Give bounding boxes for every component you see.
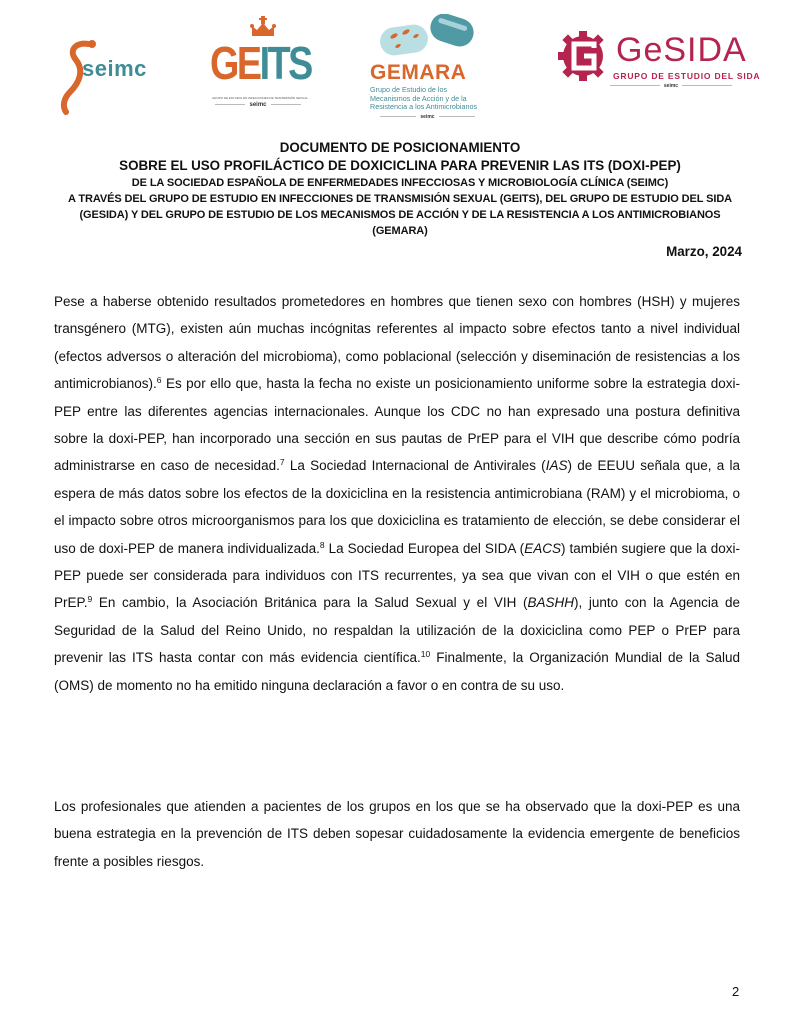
gemara-subtitle-line: Mecanismos de Acción y de la	[370, 93, 467, 103]
document-title	[40, 139, 760, 239]
text-run: La Sociedad Internacional de Antivirales (	[284, 458, 546, 474]
text-run: En cambio, la Asociación Británica para la Salud Sexual y el VIH (	[92, 595, 528, 611]
seimc-logo-text: seimc	[82, 56, 147, 81]
gemara-subtitle-line: Grupo de Estudio de los	[370, 85, 448, 94]
geits-org: seimc	[206, 102, 310, 108]
gemara-logo	[370, 14, 485, 120]
gemara-org: seimc	[370, 114, 485, 120]
text-run: ), junto con la Agencia de Seguridad de la Salud del Reino Unido, no respaldan la utilización de la doxiciclina como PEP o PrEP para prevenir las ITS hasta contar con más evidencia científica.	[54, 595, 741, 666]
bashh-abbr: BASHH	[527, 595, 574, 611]
gemara-subtitle	[370, 86, 477, 112]
page-number: 2	[732, 984, 740, 999]
text-run: Finalmente, la Organización Mundial de la Salud (OMS) de momento no ha emitido ninguna declaración a favor o en contra de su uso.	[54, 650, 741, 693]
capsule-icon	[378, 14, 478, 60]
reference-10: 10	[420, 649, 431, 660]
title-line-5: (GESIDA) Y DEL GRUPO DE ESTUDIO DE LOS MECANISMOS DE ACCIÓN Y DE LA RESISTENCIA A LOS ANTIMICROBIANOS	[79, 209, 721, 221]
text-run: La Sociedad Europea del SIDA (	[324, 540, 525, 556]
paragraph-1	[54, 288, 740, 699]
gesida-org: seimc	[596, 83, 746, 89]
gesida-subtitle: GRUPO DE ESTUDIO DEL SIDA	[613, 71, 761, 81]
title-line-6: (GEMARA)	[372, 225, 428, 237]
document-date: Marzo, 2024	[666, 244, 742, 259]
crown-icon	[250, 16, 276, 38]
text-run: ) de EEUU señala que, a la espera de más datos sobre los efectos de la doxiciclina en la resistencia antimicrobiana (RAM) y el microbioma, o el impacto sobre otros microorganismos para los que doxiciclina es tratamiento de elección, se debe considerar el uso de doxi-PEP de manera individualizada.	[54, 458, 740, 556]
geits-subtitle: GRUPO DE ESTUDIO EN INFECCIONES DE TRANSMISIÓN SEXUAL	[212, 96, 308, 100]
gemara-subtitle-line: Resistencia a los Antimicrobianos	[370, 102, 478, 112]
reference-8: 8	[319, 539, 325, 550]
text-run: ) también sugiere que la doxi-PEP puede ser considerada para individuos con ITS recurrentes, ya sea que vivan con el VIH o que estén en PrEP.	[54, 540, 740, 611]
title-line-2: SOBRE EL USO PROFILÁCTICO DE DOXICICLINA PARA PREVENIR LAS ITS (DOXI-PEP)	[119, 158, 681, 173]
reference-6: 6	[156, 375, 162, 386]
eacs-abbr: EACS	[524, 540, 561, 556]
gesida-logo	[556, 30, 761, 92]
ias-abbr: IAS	[545, 458, 568, 474]
title-line-3: DE LA SOCIEDAD ESPAÑOLA DE ENFERMEDADES INFECCIOSAS Y MICROBIOLOGÍA CLÍNICA (SEIMC)	[131, 177, 669, 189]
title-line-1: DOCUMENTO DE POSICIONAMIENTO	[279, 140, 521, 155]
text-run: Pese a haberse obtenido resultados prometedores en hombres que tienen sexo con hombres (HSH) y mujeres transgénero (MTG), existen aún muchas incógnitas referentes al impacto sobre efectos tanto a nivel individual (efectos adversos o alteración del microbioma), como poblacional (selección y diseminación de resistencias a los antimicrobianos).	[54, 294, 740, 392]
gesida-logo-text: GeSIDA	[616, 31, 747, 69]
gemara-logo-text: GEMARA	[370, 61, 467, 84]
seimc-logo	[58, 36, 148, 116]
reference-7: 7	[279, 457, 285, 468]
text-run: Es por ello que, hasta la fecha no existe un posicionamiento uniforme sobre la estrategia doxi-PEP entre las diferentes agencias internacionales. Aunque los CDC no han expresado una postura definitiva sobre la doxi-PEP, han incorporado una sección en sus pautas de PrEP para el VIH que describe cómo podría administrarse en caso de necesidad.	[54, 376, 740, 474]
geits-logo	[206, 16, 316, 114]
paragraph-2: Los profesionales que atienden a pacientes de los grupos en los que se ha observado que la doxi-PEP es una buena estrategia en la prevención de ITS deben sopesar cuidadosamente la evidencia emergente de beneficios frente a posibles riesgos.	[54, 799, 740, 869]
header-logos	[0, 0, 794, 125]
gear-icon	[556, 30, 614, 82]
geits-logo-text: GEITS	[210, 37, 311, 89]
reference-9: 9	[87, 594, 93, 605]
title-line-4: A TRAVÉS DEL GRUPO DE ESTUDIO EN INFECCIONES DE TRANSMISIÓN SEXUAL (GEITS), DEL GRUPO DE ESTUDIO DEL SIDA	[67, 193, 733, 205]
